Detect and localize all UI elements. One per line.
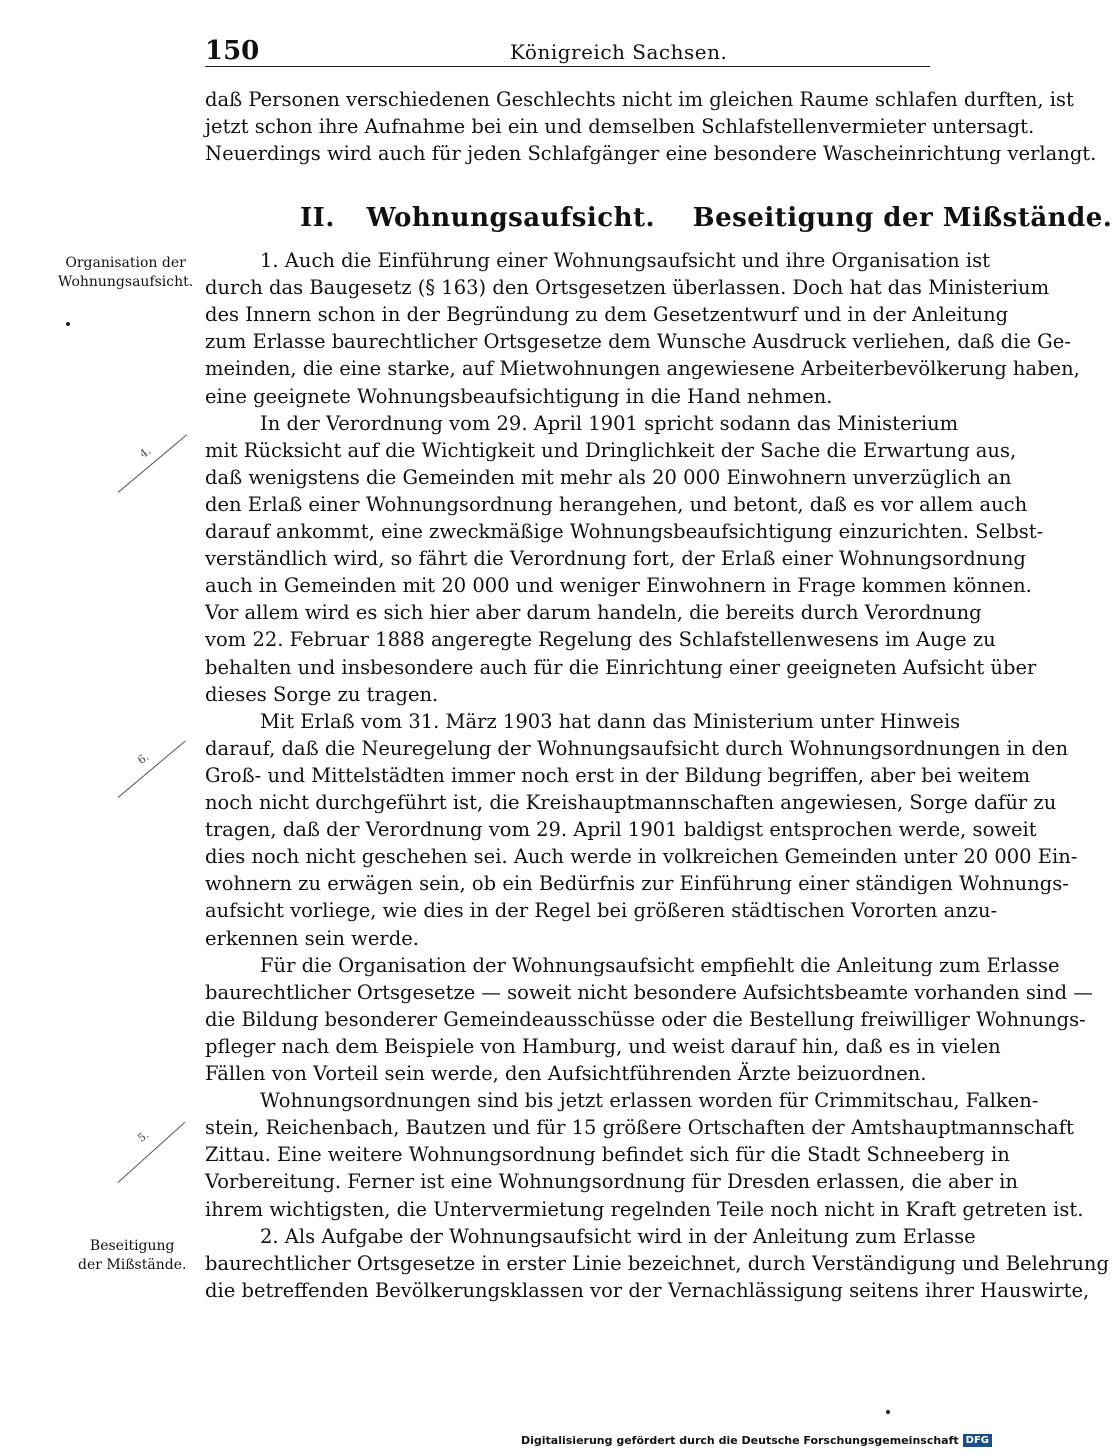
text-line: eine geeignete Wohnungsbeaufsichtigung in die Hand nehmen. xyxy=(205,384,833,408)
text-line: wohnern zu erwägen sein, ob ein Bedürfnis zur Einführung einer ständigen Wohnungs- xyxy=(205,872,1069,896)
pencil-mark-line xyxy=(118,741,186,798)
text-line: Wohnungsordnungen sind bis jetzt erlassen worden für Crimmitschau, Falken- xyxy=(260,1089,1039,1113)
section-subtitle: Beseitigung der Mißstände. xyxy=(692,203,1112,233)
text-line: stein, Reichenbach, Bautzen und für 15 größere Ortschaften der Amtshauptmannschaft xyxy=(205,1116,1074,1140)
text-line: daß Personen verschiedenen Geschlechts nicht im gleichen Raume schlafen durften, ist xyxy=(205,88,1074,111)
text-line: erkennen sein werde. xyxy=(205,926,419,950)
text-line: pfleger nach dem Beispiele von Hamburg, und weist darauf hin, daß es in vielen xyxy=(205,1034,1001,1058)
page-header xyxy=(205,36,930,67)
text-line: die betreffenden Bevölkerungsklassen vor der Vernachlässigung seitens ihrer Hauswirte, xyxy=(205,1278,1090,1302)
pencil-mark-line xyxy=(118,434,188,493)
text-line: baurechtlicher Ortsgesetze — soweit nicht besondere Aufsichtsbeamte vorhanden sind — xyxy=(205,980,1093,1004)
text-line: des Innern schon in der Begründung zu dem Gesetzentwurf und in der Anleitung xyxy=(205,303,1009,327)
text-line: behalten und insbesondere auch für die Einrichtung einer geeigneten Aufsicht über xyxy=(205,655,1037,679)
text-line: mit Rücksicht auf die Wichtigkeit und Dringlichkeit der Sache die Erwartung aus, xyxy=(205,438,1017,462)
text-line: die Bildung besonderer Gemeindeausschüsse oder die Bestellung freiwilliger Wohnungs- xyxy=(205,1007,1086,1031)
text-line: In der Verordnung vom 29. April 1901 spricht sodann das Ministerium xyxy=(260,411,959,435)
margin-dot xyxy=(66,322,70,326)
text-line: Fällen von Vorteil sein werde, den Aufsichtführenden Ärzte beizuordnen. xyxy=(205,1062,927,1085)
text-line: darauf ankommt, eine zweckmäßige Wohnungsbeaufsichtigung einzurichten. Selbst- xyxy=(205,520,1044,543)
text-line: Für die Organisation der Wohnungsaufsicht empfiehlt die Anleitung zum Erlasse xyxy=(260,953,1060,977)
margin-note-organisation xyxy=(58,254,193,292)
text-line: ihrem wichtigsten, die Untervermietung regelnden Teile noch nicht in Kraft getreten ist. xyxy=(205,1197,1084,1221)
text-line: verständlich wird, so fährt die Verordnung fort, der Erlaß einer Wohnungsordnung xyxy=(205,547,1026,571)
dfg-logo: DFG xyxy=(963,1434,992,1447)
section-number: II. xyxy=(300,203,335,233)
margin-note-line: Beseitigung xyxy=(89,1238,175,1254)
pencil-mark-label: 4. xyxy=(137,444,154,461)
text-line: zum Erlasse baurechtlicher Ortsgesetze dem Wunsche Ausdruck verliehen, daß die Ge- xyxy=(205,330,1071,354)
text-line: dieses Sorge zu tragen. xyxy=(205,682,439,706)
margin-note-line: Wohnungsaufsicht. xyxy=(58,274,194,290)
text-line: Vorbereitung. Ferner ist eine Wohnungsordnung für Dresden erlassen, die aber in xyxy=(205,1170,1018,1194)
text-line: vom 22. Februar 1888 angeregte Regelung des Schlafstellenwesens im Auge zu xyxy=(205,628,996,652)
text-line: Mit Erlaß vom 31. März 1903 hat dann das Ministerium unter Hinweis xyxy=(260,709,961,733)
text-line: Neuerdings wird auch für jeden Schlafgänger eine besondere Wascheinrichtung verlangt. xyxy=(205,142,1097,166)
text-line: 1. Auch die Einführung einer Wohnungsaufsicht und ihre Organisation ist xyxy=(260,249,990,272)
text-line: auch in Gemeinden mit 20 000 und weniger Einwohnern in Frage kommen können. xyxy=(205,574,1032,598)
text-line: baurechtlicher Ortsgesetze in erster Linie bezeichnet, durch Verständigung und Belehrung xyxy=(205,1251,1109,1275)
section-title: Wohnungsaufsicht. xyxy=(366,203,656,233)
text-line: meinden, die eine starke, auf Mietwohnungen angewiesene Arbeiterbevölkerung haben, xyxy=(205,357,1080,381)
text-line: tragen, daß der Verordnung vom 29. April 1901 baldigst entsprochen werde, soweit xyxy=(205,818,1037,842)
section-heading xyxy=(300,203,1112,233)
footer xyxy=(521,1434,992,1447)
text-line: Groß- und Mittelstädten immer noch erst in der Bildung begriffen, aber bei weitem xyxy=(205,763,1031,787)
margin-note-line: der Mißstände. xyxy=(78,1257,187,1273)
text-line: jetzt schon ihre Aufnahme bei ein und demselben Schlafstellenvermieter untersagt. xyxy=(205,115,1035,139)
pencil-mark-label: 6. xyxy=(135,750,152,767)
text-line: daß wenigstens die Gemeinden mit mehr als 20 000 Einwohnern unverzüglich an xyxy=(205,465,1012,489)
text-line: 2. Als Aufgabe der Wohnungsaufsicht wird in der Anleitung zum Erlasse xyxy=(260,1224,976,1248)
text-line: Zittau. Eine weitere Wohnungsordnung befindet sich für die Stadt Schneeberg in xyxy=(205,1143,1010,1167)
page-number: 150 xyxy=(205,36,260,66)
text-line: darauf, daß die Neuregelung der Wohnungsaufsicht durch Wohnungsordnungen in den xyxy=(205,736,1069,760)
margin-note-line: Organisation der xyxy=(65,255,186,271)
text-line: Vor allem wird es sich hier aber darum handeln, die bereits durch Verordnung xyxy=(205,601,982,625)
pencil-mark-line xyxy=(118,1122,186,1183)
text-line: noch nicht durchgeführt ist, die Kreishauptmannschaften angewiesen, Sorge dafür zu xyxy=(205,791,1057,814)
text-line: dies noch nicht geschehen sei. Auch werde in volkreichen Gemeinden unter 20 000 Ein- xyxy=(205,845,1078,869)
margin-note-beseitigung xyxy=(78,1237,186,1275)
page-dot xyxy=(886,1410,890,1414)
text-line: durch das Baugesetz (§ 163) den Ortsgesetzen überlassen. Doch hat das Ministerium xyxy=(205,276,1050,300)
text-line: aufsicht vorliege, wie dies in der Regel bei größeren städtischen Vororten anzu- xyxy=(205,899,998,923)
running-title: Königreich Sachsen. xyxy=(510,40,728,64)
footer-text: Digitalisierung gefördert durch die Deutsche Forschungsgemeinschaft xyxy=(520,1434,959,1447)
text-line: den Erlaß einer Wohnungsordnung herangehen, und betont, daß es vor allem auch xyxy=(205,492,1028,516)
pencil-mark-label: 5. xyxy=(135,1128,152,1145)
